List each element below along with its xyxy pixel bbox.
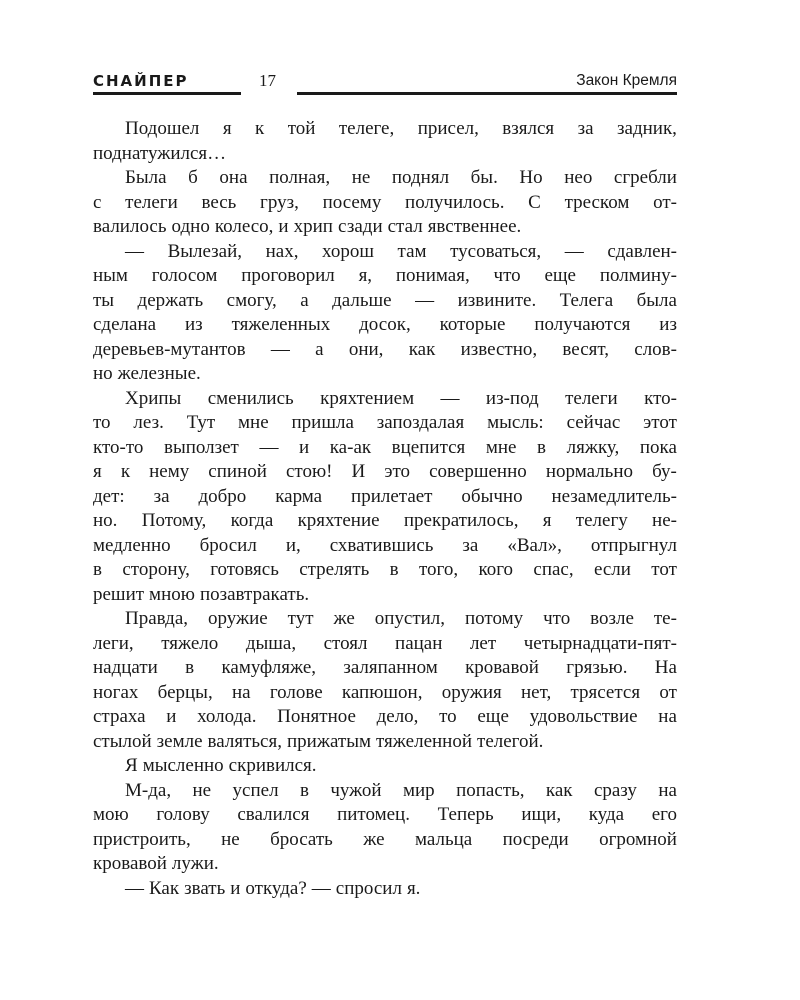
running-header (93, 72, 677, 100)
text-line: решит мною позавтракать. (93, 583, 310, 605)
header-rule-right (297, 92, 677, 95)
text-line: то лез. Тут мне пришла запоздалая мысль: сейчас этот (93, 412, 677, 433)
text-line: надцати в камуфляже, заляпанном кровавой грязью. На (93, 657, 677, 678)
text-line: деревьев-мутантов — а они, как известно, весят, слов- (93, 338, 677, 360)
text-line: поднатужился… (93, 142, 227, 164)
text-line: М-да, не успел в чужой мир попасть, как сразу на (125, 779, 677, 801)
page-number: 17 (259, 71, 276, 90)
text-line: но железные. (93, 363, 201, 384)
text-line: кровавой лужи. (93, 853, 219, 874)
text-line: ногах берцы, на голове капюшон, оружия нет, трясется от (93, 681, 677, 703)
text-line: с телеги весь груз, посему получилось. С треском от- (93, 191, 677, 213)
text-line: дет: за добро карма прилетает обычно незамедлитель- (93, 485, 677, 507)
text-line: я к нему спиной стою! И это совершенно нормально бу- (93, 461, 677, 482)
text-line: стылой земле валяться, прижатым тяжеленной телегой. (93, 730, 544, 752)
text-line: Я мысленно скривился. (125, 755, 317, 776)
text-line: в сторону, готовясь стрелять в того, кого спас, если тот (93, 559, 677, 580)
text-line: — Вылезай, нах, хорош там тусоваться, — сдавлен- (125, 240, 677, 262)
text-line: сделана из тяжеленных досок, которые получаются из (93, 314, 677, 335)
text-line: Подошел я к той телеге, присел, взялся за задник, (125, 118, 677, 139)
text-line: но. Потому, когда кряхтение прекратилось, я телегу не- (93, 510, 677, 531)
text-line: леги, тяжело дыша, стоял пацан лет четырнадцати-пят- (93, 632, 677, 654)
text-line: ты держать смогу, а дальше — извините. Телега была (93, 289, 677, 311)
text-line: кто-то выползет — и ка-ак вцепится мне в ляжку, пока (93, 436, 677, 458)
text-line: пристроить, не бросать же мальца посреди огромной (93, 828, 677, 850)
text-line: валилось одно колесо, и хрип сзади стал явственнее. (93, 216, 522, 237)
text-line: — Как звать и откуда? — спросил я. (125, 877, 421, 899)
text-line: Хрипы сменились кряхтением — из-под телеги кто- (125, 387, 677, 409)
text-line: страха и холода. Понятное дело, то еще удовольствие на (93, 706, 677, 727)
text-line: Была б она полная, не поднял бы. Но нео сгребли (125, 167, 677, 188)
header-rule-left (93, 92, 241, 95)
body-text (93, 117, 677, 901)
text-line: медленно бросил и, схватившись за «Вал», отпрыгнул (93, 534, 677, 556)
text-line: ным голосом проговорил я, понимая, что еще полмину- (93, 265, 677, 286)
series-name: СНАЙПЕР (93, 72, 189, 90)
text-line: мою голову свалился питомец. Теперь ищи, куда его (93, 804, 677, 825)
book-title: Закон Кремля (576, 72, 677, 89)
text-line: Правда, оружие тут же опустил, потому что возле те- (125, 608, 677, 629)
